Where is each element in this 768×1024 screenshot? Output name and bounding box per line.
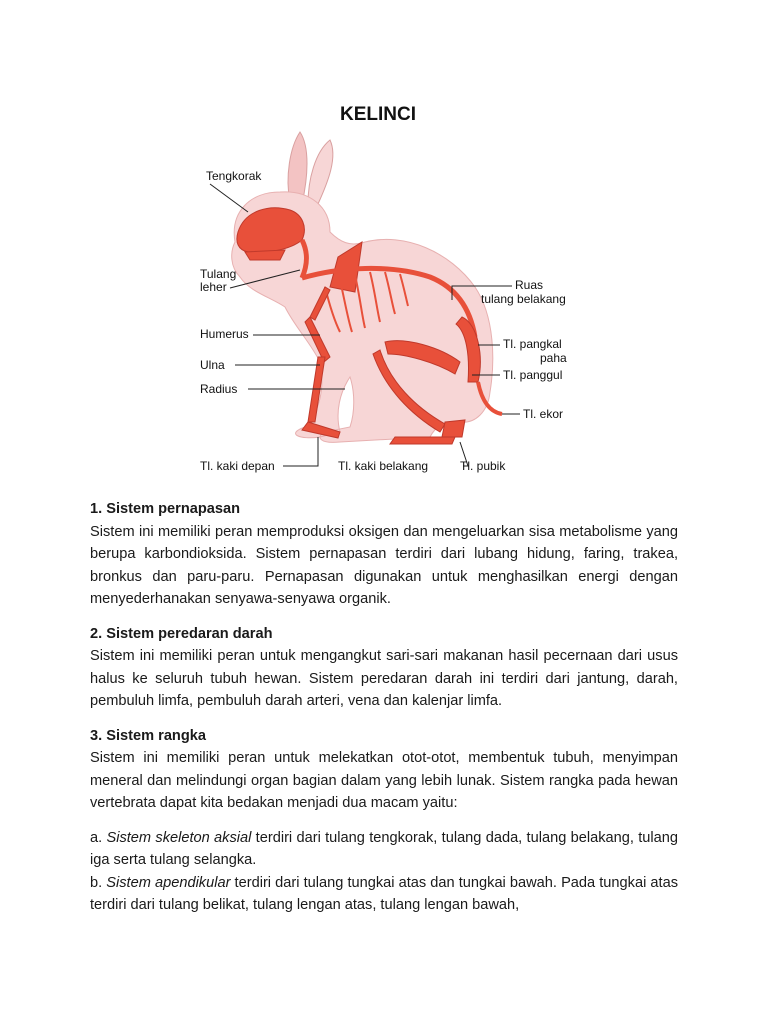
item-text: terdiri dari tulang tungkai atas dan tungkai bawah. Pada tungkai atas terdiri dari tulang belikat, tulang lengan atas, tulang lengan bawah, [90, 874, 678, 913]
list-item-apendikular [90, 872, 678, 917]
section-peredaran-darah [90, 623, 678, 713]
item-text: terdiri dari tulang tengkorak, tulang dada, tulang belakang, tulang iga serta tulang selangka. [90, 829, 678, 868]
label-humerus: Humerus [200, 327, 249, 341]
label-ruas-2: tulang belakang [481, 292, 566, 306]
rabbit-skeleton-diagram [190, 92, 575, 482]
document-body [90, 498, 678, 917]
item-prefix: b. [90, 874, 107, 891]
section-pernapasan [90, 498, 678, 611]
list-item-aksial [90, 827, 678, 872]
figure-title: KELINCI [340, 104, 416, 125]
label-pubik: Tl. pubik [460, 459, 506, 473]
label-tulang-leher-1: Tulang [200, 267, 237, 281]
section-body: Sistem ini memiliki peran memproduksi oksigen dan mengeluarkan sisa metabolisme yang berupa karbondioksida. Sistem pernapasan terdiri dari lubang hidung, faring, trakea, bronkus dan paru-paru. Pernapasan digunakan untuk menghasilkan energi dengan menyederhanakan senyawa-senyawa organik. [90, 523, 678, 607]
section-heading: 2. Sistem peredaran darah [90, 625, 273, 642]
section-body: Sistem ini memiliki peran untuk melekatkan otot-otot, membentuk tubuh, menyimpan meneral dan melindungi organ bagian dalam yang lebih lunak. Sistem rangka pada hewan vertebrata dapat kita bedakan menjadi dua macam yaitu: [90, 750, 678, 811]
label-kaki-belakang: Tl. kaki belakang [338, 459, 429, 473]
label-pangkal-paha-2: paha [540, 351, 567, 365]
rabbit-skeleton-figure [190, 92, 575, 482]
label-pangkal-paha-1: Tl. pangkal [503, 337, 562, 351]
rabbit-silhouette [232, 132, 493, 442]
item-prefix: a. [90, 829, 107, 846]
label-panggul: Tl. panggul [503, 368, 563, 382]
label-radius: Radius [200, 382, 238, 396]
section-rangka [90, 725, 678, 815]
section-heading: 1. Sistem pernapasan [90, 501, 241, 517]
label-ulna: Ulna [200, 358, 225, 372]
section-heading: 3. Sistem rangka [90, 727, 206, 744]
label-kaki-depan: Tl. kaki depan [200, 459, 275, 473]
label-ekor: Tl. ekor [523, 407, 564, 421]
item-term: Sistem apendikular [106, 874, 231, 891]
section-body: Sistem ini memiliki peran untuk mengangkut sari-sari makanan hasil pecernaan dari usus halus ke seluruh tubuh hewan. Sistem peredaran darah ini terdiri dari jantung, darah, pembuluh limfa, pembuluh darah arteri, vena dan kalenjar limfa. [90, 648, 678, 709]
item-term: Sistem skeleton aksial [106, 829, 252, 846]
label-ruas-1: Ruas [515, 278, 544, 292]
label-tengkorak: Tengkorak [206, 169, 262, 183]
label-tulang-leher-2: leher [200, 280, 227, 294]
